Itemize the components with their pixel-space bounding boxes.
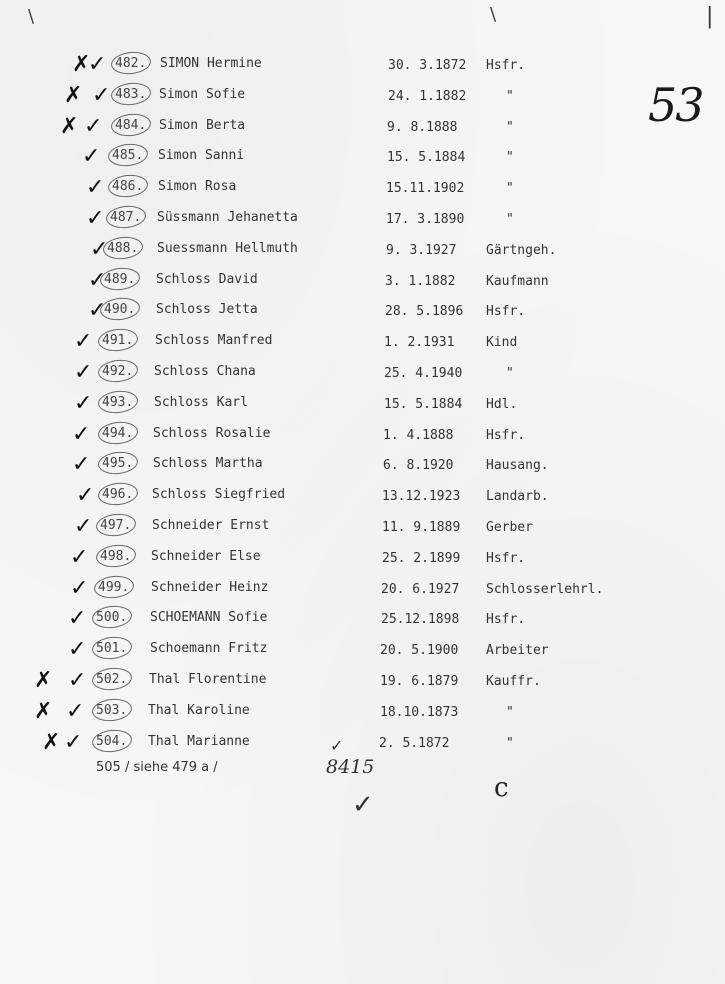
entry-name: Schloss Manfred <box>155 333 273 349</box>
entry-birthdate: 15. 5.1884 <box>384 396 463 412</box>
entry-name: Simon Berta <box>159 117 246 133</box>
check-mark-icon: ✓ <box>68 667 87 693</box>
entry-occupation: Kaufmann <box>486 273 549 289</box>
entry-birthdate: 9. 8.1888 <box>387 119 458 135</box>
table-row <box>0 387 725 418</box>
table-row <box>0 448 725 479</box>
table-row <box>0 233 725 264</box>
table-row <box>0 510 725 541</box>
check-mark-icon: ✓ <box>74 359 93 385</box>
cross-mark-icon: ✗ <box>64 82 83 108</box>
table-row <box>0 356 725 387</box>
entry-name: Thal Karoline <box>148 702 250 718</box>
table-row <box>0 325 725 356</box>
entry-birthdate: 3. 1.1882 <box>385 273 456 289</box>
entry-occupation: Hdl. <box>486 396 518 412</box>
entry-number: 499. <box>98 579 130 595</box>
table-row <box>0 726 725 757</box>
entry-number: 483. <box>115 86 147 102</box>
entry-occupation: Schlosserlehrl. <box>486 581 604 597</box>
check-mark-icon: ✓ <box>72 421 91 447</box>
entry-name: Schloss Chana <box>154 363 256 379</box>
entry-list <box>0 48 725 756</box>
entry-name: Schloss Karl <box>154 394 248 410</box>
table-row <box>0 695 725 726</box>
entry-occupation: Landarb. <box>486 489 549 505</box>
entry-number: 487. <box>110 209 142 225</box>
entry-number: 488. <box>107 240 139 256</box>
entry-number: 490. <box>104 302 136 318</box>
entry-birthdate: 11. 9.1889 <box>382 519 461 535</box>
check-mark-icon: ✓ <box>74 390 93 416</box>
entry-occupation: Hausang. <box>486 458 549 474</box>
entry-birthdate: 18.10.1873 <box>380 704 459 720</box>
entry-name: Schloss Jetta <box>156 302 258 318</box>
entry-name: Schloss Rosalie <box>153 425 271 441</box>
entry-birthdate: 25. 4.1940 <box>384 365 463 381</box>
edge-mark: \ <box>490 4 497 25</box>
entry-number: 493. <box>102 394 134 410</box>
edge-mark: \ <box>28 6 35 27</box>
entry-occupation: Gärtngeh. <box>486 242 557 258</box>
entry-birthdate: 2. 5.1872 <box>379 735 450 751</box>
table-row <box>0 479 725 510</box>
check-mark-icon: ✓ <box>90 236 109 262</box>
check-mark-icon: ✓ <box>86 175 105 201</box>
entry-number: 498. <box>100 548 132 564</box>
check-mark-icon: ✓ <box>82 144 101 170</box>
entry-name: Schloss David <box>156 271 258 287</box>
cross-mark-icon: ✗ <box>42 729 61 755</box>
entry-birthdate: 15.11.1902 <box>386 181 465 197</box>
entry-name: Süssmann Jehanetta <box>157 209 298 225</box>
table-row <box>0 633 725 664</box>
check-mark-icon: ✓ <box>74 329 93 355</box>
entry-name: Simon Sanni <box>158 148 245 164</box>
entry-birthdate: 30. 3.1872 <box>388 58 467 73</box>
entry-occupation: " <box>506 365 514 381</box>
table-row <box>0 171 725 202</box>
entry-number: 501. <box>96 641 128 657</box>
entry-occupation: " <box>506 150 514 166</box>
entry-occupation: " <box>506 181 514 197</box>
check-mark-icon: ✓ <box>72 452 91 478</box>
entry-name: SIMON Hermine <box>160 56 262 71</box>
entry-birthdate: 15. 5.1884 <box>387 150 466 166</box>
entry-number: 500. <box>96 610 128 626</box>
entry-name: Schneider Ernst <box>152 517 270 533</box>
table-row <box>0 418 725 449</box>
entry-name: Schneider Else <box>151 548 261 564</box>
entry-birthdate: 17. 3.1890 <box>386 211 465 227</box>
entry-occupation: " <box>506 119 514 135</box>
entry-birthdate: 13.12.1923 <box>382 489 461 505</box>
entry-birthdate: 24. 1.1882 <box>388 88 467 104</box>
table-row <box>0 202 725 233</box>
table-row <box>0 140 725 171</box>
check-mark-icon: ✓ <box>86 205 105 231</box>
entry-birthdate: 20. 6.1927 <box>381 581 460 597</box>
table-row <box>0 79 725 110</box>
entry-birthdate: 9. 3.1927 <box>386 242 457 258</box>
table-row <box>0 572 725 603</box>
entry-occupation: Hsfr. <box>486 550 526 566</box>
table-row <box>0 264 725 295</box>
handwritten-check-icon: ✓ <box>352 790 374 820</box>
entry-number: 504. <box>96 733 128 749</box>
table-row <box>0 664 725 695</box>
entry-birthdate: 1. 4.1888 <box>383 427 454 443</box>
handwritten-check-icon: ✓ <box>330 736 344 755</box>
table-row <box>0 48 725 79</box>
table-row <box>0 110 725 141</box>
check-mark-icon: ✓ <box>70 544 89 570</box>
entry-occupation: Gerber <box>486 519 533 535</box>
cross-mark-icon: ✗ <box>34 667 53 693</box>
entry-occupation: " <box>506 211 514 227</box>
entry-number: 497. <box>100 517 132 533</box>
entry-number: 491. <box>102 333 134 349</box>
check-mark-icon: ✓ <box>70 575 89 601</box>
entry-occupation: Kind <box>486 335 518 351</box>
entry-number: 495. <box>102 456 134 472</box>
entry-number: 502. <box>96 671 128 687</box>
entry-occupation: " <box>506 704 514 720</box>
handwritten-note: 8415 <box>326 756 375 778</box>
check-mark-icon: ✓ <box>92 82 111 108</box>
entry-occupation: Kauffr. <box>486 673 541 689</box>
table-row <box>0 294 725 325</box>
entry-number: 489. <box>104 271 136 287</box>
entry-occupation: Arbeiter <box>486 643 549 659</box>
entry-occupation: " <box>506 88 514 104</box>
page-number: 53 <box>648 78 703 132</box>
cross-mark-icon: ✗ <box>72 52 91 77</box>
entry-birthdate: 25. 2.1899 <box>382 550 461 566</box>
footer-reference: 505 / siehe 479 a / <box>96 760 218 775</box>
entry-name: Suessmann Hellmuth <box>157 240 298 256</box>
check-mark-icon: ✓ <box>74 513 93 539</box>
cross-mark-icon: ✗ <box>34 698 53 724</box>
entry-name: Schloss Siegfried <box>152 487 286 503</box>
entry-occupation: " <box>506 735 514 751</box>
check-mark-icon: ✓ <box>64 729 83 755</box>
entry-number: 492. <box>102 363 134 379</box>
check-mark-icon: ✓ <box>68 637 87 663</box>
check-mark-icon: ✓ <box>68 606 87 632</box>
entry-number: 496. <box>102 487 134 503</box>
check-mark-icon: ✓ <box>88 52 107 77</box>
check-mark-icon: ✓ <box>88 267 107 293</box>
entry-number: 482. <box>115 56 147 71</box>
entry-birthdate: 20. 5.1900 <box>380 643 459 659</box>
entry-name: Schloss Martha <box>153 456 263 472</box>
check-mark-icon: ✓ <box>84 113 103 139</box>
entry-number: 486. <box>112 179 144 195</box>
entry-name: Schoemann Fritz <box>150 641 268 657</box>
entry-number: 484. <box>115 117 147 133</box>
handwritten-c-mark: c <box>494 773 509 803</box>
entry-name: SCHOEMANN Sofie <box>150 610 268 626</box>
cross-mark-icon: ✗ <box>60 113 79 139</box>
entry-name: Simon Rosa <box>158 179 237 195</box>
entry-number: 494. <box>102 425 134 441</box>
entry-occupation: Hsfr. <box>486 612 526 628</box>
check-mark-icon: ✓ <box>66 698 85 724</box>
check-mark-icon: ✓ <box>88 298 107 324</box>
entry-birthdate: 28. 5.1896 <box>385 304 464 320</box>
entry-name: Schneider Heinz <box>151 579 269 595</box>
entry-number: 503. <box>96 702 128 718</box>
table-row <box>0 602 725 633</box>
entry-name: Simon Sofie <box>159 86 246 102</box>
entry-occupation: Hsfr. <box>486 58 526 73</box>
edge-mark: | <box>706 4 714 29</box>
entry-name: Thal Marianne <box>148 733 250 749</box>
entry-name: Thal Florentine <box>149 671 267 687</box>
entry-occupation: Hsfr. <box>486 427 526 443</box>
entry-birthdate: 6. 8.1920 <box>383 458 454 474</box>
entry-birthdate: 19. 6.1879 <box>380 673 459 689</box>
entry-number: 485. <box>112 148 144 164</box>
entry-occupation: Hsfr. <box>486 304 526 320</box>
check-mark-icon: ✓ <box>76 483 95 509</box>
entry-birthdate: 25.12.1898 <box>381 612 460 628</box>
table-row <box>0 541 725 572</box>
entry-birthdate: 1. 2.1931 <box>384 335 455 351</box>
